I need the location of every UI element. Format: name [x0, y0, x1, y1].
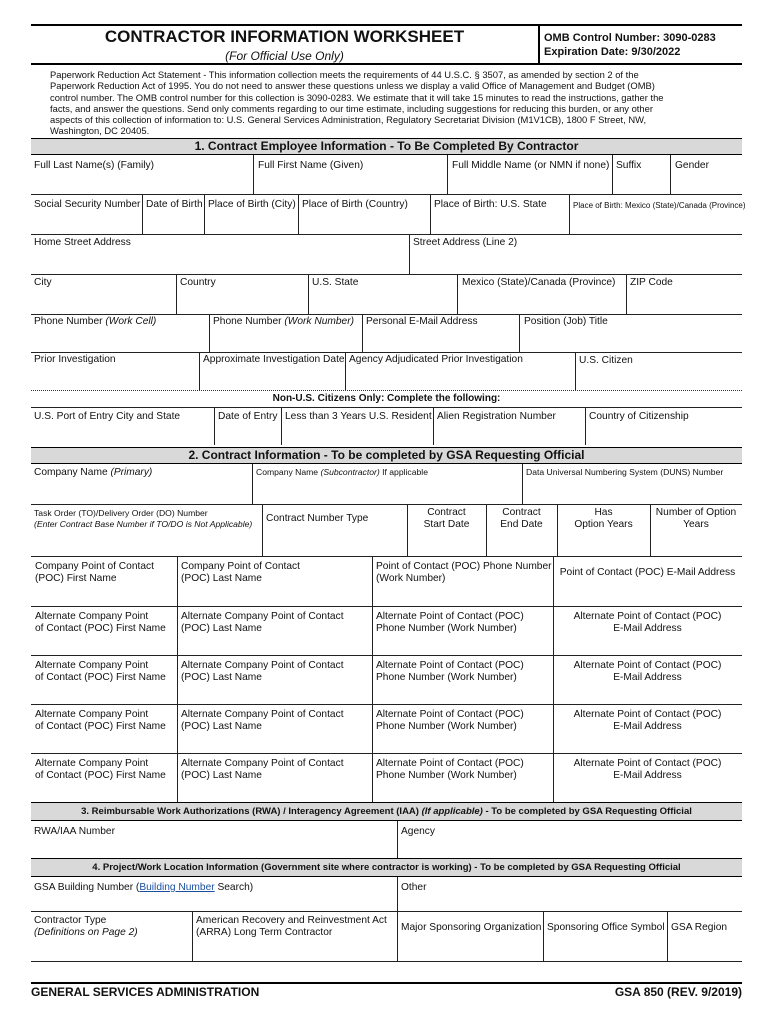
alt-poc-first-name-field[interactable]: [35, 611, 166, 636]
divider: [362, 314, 363, 352]
row-rule: [31, 407, 742, 408]
alt-poc-last-name-field[interactable]: [181, 758, 344, 783]
gender-field[interactable]: Gender: [675, 160, 709, 171]
work-cell-qualifier: (Work Cell): [105, 316, 157, 327]
top-rule: [31, 24, 742, 26]
divider: [176, 274, 177, 314]
alt-first-label-1: Alternate Company Point: [35, 611, 149, 622]
alt-phone-label-2: Phone Number (Work Number): [376, 623, 517, 635]
row-rule: [31, 556, 742, 557]
alt-last-label-1: Alternate Company Point of Contact: [181, 758, 344, 769]
less-than-3-years-field[interactable]: Less than 3 Years U.S. Resident: [285, 411, 432, 422]
divider: [397, 821, 398, 858]
alt-first-label-2: of Contact (POC) First Name: [35, 721, 166, 733]
pra-line: facts, and answer the questions. Send only comments regarding to our time estimate, including suggestions for reducing this burden, or any other: [50, 102, 653, 114]
alt-last-label-2: (POC) Last Name: [181, 721, 262, 733]
alt-poc-email-field[interactable]: [553, 660, 742, 685]
contractor-type-label: Contractor Type: [34, 915, 107, 926]
alt-poc-last-name-field[interactable]: [181, 611, 344, 636]
footer-rule: [31, 982, 742, 984]
investigation-date-field[interactable]: Approximate Investigation Date: [203, 354, 345, 365]
row-rule: [31, 504, 742, 505]
row-rule: [31, 704, 742, 705]
row-rule: [31, 274, 742, 275]
divider: [569, 194, 570, 234]
birth-mexico-canada-field[interactable]: Place of Birth: Mexico (State)/Canada (Province): [573, 201, 746, 210]
divider: [447, 155, 448, 194]
work-phone-label: Phone Number: [213, 316, 285, 327]
pra-line: aspects of this collection of information to: U.S. General Services Administration, Regulatory Secretariat Division (M1V1CB), 1800 F Street, NW,: [50, 114, 647, 126]
ssn-field[interactable]: Social Security Number: [34, 199, 141, 210]
alt-poc-email-field[interactable]: [553, 758, 742, 783]
divider: [522, 464, 523, 504]
work-number-qualifier: (Work Number): [284, 316, 354, 327]
task-order-note: (Enter Contract Base Number if TO/DO is Not Applicable): [34, 518, 253, 529]
poc-last-label-1: Company Point of Contact: [181, 561, 300, 572]
poc-last-name-field[interactable]: [181, 561, 300, 586]
position-title-field[interactable]: Position (Job) Title: [524, 316, 608, 327]
section-3-heading: [31, 802, 742, 821]
us-state-field[interactable]: U.S. State: [312, 277, 359, 288]
date-of-birth-field[interactable]: Date of Birth: [146, 199, 203, 210]
country-of-citizenship-field[interactable]: Country of Citizenship: [589, 411, 689, 422]
number-of-option-years-field[interactable]: [650, 507, 742, 532]
divider: [345, 352, 346, 390]
alt-last-label-1: Alternate Company Point of Contact: [181, 709, 344, 720]
alt-phone-label-2: Phone Number (Work Number): [376, 721, 517, 733]
alt-poc-first-name-field[interactable]: [35, 660, 166, 685]
alt-phone-label-1: Alternate Point of Contact (POC): [376, 709, 524, 720]
contract-start-date-field[interactable]: [407, 507, 486, 532]
divider: [585, 407, 586, 445]
divider: [177, 556, 178, 606]
agency-field[interactable]: Agency: [401, 826, 435, 837]
section-3-heading-text: 3. Reimbursable Work Authorizations (RWA) / Interagency Agreement (IAA): [81, 806, 422, 817]
home-address-field[interactable]: Home Street Address: [34, 237, 131, 248]
divider: [372, 655, 373, 704]
alt-poc-phone-field[interactable]: [376, 660, 524, 685]
alt-poc-last-name-field[interactable]: [181, 660, 344, 685]
divider: [204, 194, 205, 234]
agency-adjudicated-field[interactable]: Agency Adjudicated Prior Investigation: [349, 354, 523, 365]
company-name-label: Company Name: [34, 467, 111, 478]
prior-investigation-field[interactable]: Prior Investigation: [34, 354, 116, 365]
alt-last-label-1: Alternate Company Point of Contact: [181, 611, 344, 622]
other-location-field[interactable]: Other: [401, 882, 427, 893]
personal-email-field[interactable]: Personal E-Mail Address: [366, 316, 478, 327]
us-citizen-field[interactable]: U.S. Citizen: [579, 355, 633, 366]
divider: [519, 314, 520, 352]
end-label-2: End Date: [500, 519, 543, 531]
building-number-label-suffix: Search): [214, 882, 254, 893]
section-2-heading: 2. Contract Information - To be completed by GSA Requesting Official: [31, 447, 742, 464]
alt-poc-email-field[interactable]: [553, 611, 742, 636]
row-rule: [31, 961, 742, 962]
divider: [626, 274, 627, 314]
alt-phone-label-2: Phone Number (Work Number): [376, 672, 517, 684]
divider: [298, 194, 299, 234]
alt-phone-label-1: Alternate Point of Contact (POC): [376, 758, 524, 769]
pra-line: control number. The OMB control number for this collection is 3090-0283. We estimate that it will take 15 minutes to read the instructions, gather the: [50, 91, 664, 103]
alt-poc-phone-field[interactable]: [376, 611, 524, 636]
definitions-note: (Definitions on Page 2): [34, 927, 138, 939]
gsa-region-field[interactable]: GSA Region: [671, 922, 728, 933]
alt-poc-last-name-field[interactable]: [181, 709, 344, 734]
start-label-2: Start Date: [423, 519, 470, 531]
if-applicable-qualifier: (If applicable): [421, 806, 483, 817]
address-line-2-field[interactable]: Street Address (Line 2): [413, 237, 518, 248]
divider: [262, 504, 263, 556]
divider: [543, 911, 544, 961]
section-4-heading: 4. Project/Work Location Information (Government site where contractor is working) - To be completed by GSA Requesting Official: [31, 858, 742, 877]
divider: [667, 911, 668, 961]
end-label-1: Contract: [502, 507, 541, 518]
section-1-heading: 1. Contract Employee Information - To Be Completed By Contractor: [31, 138, 742, 155]
divider: [457, 274, 458, 314]
company-name-subcontractor-field[interactable]: [256, 467, 428, 478]
birth-country-field[interactable]: Place of Birth (Country): [302, 199, 408, 210]
subcontractor-name-label: Company Name: [256, 467, 321, 477]
pra-line: Paperwork Reduction Act Statement - This information collection meets the requirements of 44 U.S.C. § 3507, as amended by section 2 of the: [50, 69, 639, 80]
header-bottom-rule: [31, 63, 742, 65]
divider: [409, 234, 410, 274]
alt-phone-label-2: Phone Number (Work Number): [376, 770, 517, 782]
divider: [142, 194, 143, 234]
arra-label-2: (ARRA) Long Term Contractor: [196, 927, 333, 939]
divider: [177, 753, 178, 802]
pra-line: Paperwork Reduction Act of 1995. You do not need to answer these questions unless we display a valid Office of Management and Budget (OMB): [50, 80, 655, 92]
alt-poc-phone-field[interactable]: [376, 758, 524, 783]
divider: [214, 407, 215, 445]
company-name-primary-field[interactable]: [34, 467, 152, 479]
last-name-field[interactable]: Full Last Name(s) (Family): [34, 160, 154, 171]
contract-end-date-field[interactable]: [486, 507, 557, 532]
first-name-field[interactable]: Full First Name (Given): [258, 160, 364, 171]
poc-last-label-2: (POC) Last Name: [181, 573, 262, 585]
primary-qualifier: (Primary): [110, 467, 153, 478]
divider: [430, 194, 431, 234]
if-applicable-note: If applicable: [379, 467, 428, 477]
form-number: GSA 850 (REV. 9/2019): [614, 985, 742, 999]
dotted-rule: [31, 390, 742, 391]
row-rule: [31, 753, 742, 754]
non-us-citizens-heading: Non-U.S. Citizens Only: Complete the following:: [272, 393, 501, 404]
divider: [177, 606, 178, 655]
birth-city-field[interactable]: Place of Birth (City): [208, 199, 296, 210]
alt-email-label-1: Alternate Point of Contact (POC): [573, 611, 722, 622]
alt-last-label-2: (POC) Last Name: [181, 770, 262, 782]
row-rule: [31, 606, 742, 607]
alt-email-label-2: E-Mail Address: [613, 623, 682, 635]
poc-first-label-1: Company Point of Contact: [35, 561, 154, 572]
section-3-heading-suffix: - To be completed by GSA Requesting Official: [482, 806, 692, 817]
city-field[interactable]: City: [34, 277, 52, 288]
row-rule: [31, 314, 742, 315]
alien-registration-field[interactable]: Alien Registration Number: [437, 411, 556, 422]
alt-phone-label-1: Alternate Point of Contact (POC): [376, 660, 524, 671]
divider: [308, 274, 309, 314]
suffix-field[interactable]: Suffix: [616, 160, 642, 171]
divider: [372, 753, 373, 802]
alt-first-label-1: Alternate Company Point: [35, 758, 149, 769]
divider: [372, 556, 373, 606]
expiration-date: Expiration Date: 9/30/2022: [544, 46, 681, 58]
contract-number-type-field[interactable]: Contract Number Type: [266, 513, 369, 524]
alt-email-label-1: Alternate Point of Contact (POC): [573, 709, 722, 720]
divider: [670, 155, 671, 194]
divider: [397, 877, 398, 911]
form-title: CONTRACTOR INFORMATION WORKSHEET: [104, 27, 465, 46]
divider: [177, 655, 178, 704]
task-order-field[interactable]: [34, 508, 252, 529]
form-subtitle: (For Official Use Only): [225, 49, 344, 63]
work-cell-phone-label: Phone Number: [34, 316, 106, 327]
divider: [281, 407, 282, 445]
divider: [209, 314, 210, 352]
middle-name-field[interactable]: Full Middle Name (or NMN if none): [452, 160, 610, 171]
divider: [192, 911, 193, 961]
building-number-label: GSA Building Number (: [34, 882, 140, 893]
divider: [177, 704, 178, 753]
alt-email-label-1: Alternate Point of Contact (POC): [573, 758, 722, 769]
zip-code-field[interactable]: ZIP Code: [630, 277, 673, 288]
divider: [372, 704, 373, 753]
sponsoring-office-symbol-field[interactable]: Sponsoring Office Symbol: [547, 922, 665, 933]
poc-first-label-2: (POC) First Name: [35, 573, 117, 585]
divider: [372, 606, 373, 655]
rwa-iaa-number-field[interactable]: RWA/IAA Number: [34, 826, 115, 837]
alt-poc-email-field[interactable]: [553, 709, 742, 734]
poc-first-name-field[interactable]: [35, 561, 154, 586]
row-rule: [31, 234, 742, 235]
divider: [252, 464, 253, 504]
alt-poc-phone-field[interactable]: [376, 709, 524, 734]
work-cell-phone-field[interactable]: [34, 316, 156, 328]
alt-poc-first-name-field[interactable]: [35, 709, 166, 734]
date-of-entry-field[interactable]: Date of Entry: [218, 411, 278, 422]
country-field[interactable]: Country: [180, 277, 216, 288]
poc-email-field[interactable]: Point of Contact (POC) E-Mail Address: [559, 567, 736, 578]
poc-phone-field[interactable]: [376, 561, 552, 586]
work-phone-field[interactable]: [213, 316, 354, 328]
num-label-1: Number of Option: [655, 507, 737, 518]
alt-first-label-1: Alternate Company Point: [35, 660, 149, 671]
start-label-1: Contract: [427, 507, 466, 518]
alt-poc-first-name-field[interactable]: [35, 758, 166, 783]
alt-email-label-2: E-Mail Address: [613, 770, 682, 782]
row-rule: [31, 911, 742, 912]
poc-phone-label-2: (Work Number): [376, 573, 446, 585]
contractor-type-field[interactable]: [34, 915, 138, 940]
has-label-1: Has: [594, 507, 613, 518]
divider: [553, 556, 554, 606]
pra-line: Washington, DC 20405.: [50, 125, 150, 137]
divider: [253, 155, 254, 194]
task-order-label: Task Order (TO)/Delivery Order (DO) Number: [34, 508, 208, 518]
row-rule: [31, 655, 742, 656]
alt-email-label-2: E-Mail Address: [613, 721, 682, 733]
divider: [199, 352, 200, 390]
birth-state-field[interactable]: Place of Birth: U.S. State: [434, 199, 547, 210]
alt-last-label-2: (POC) Last Name: [181, 672, 262, 684]
major-sponsoring-organization-field[interactable]: Major Sponsoring Organization: [401, 922, 542, 933]
building-number-search-link[interactable]: Building Number: [139, 882, 215, 893]
divider: [397, 911, 398, 961]
alt-last-label-1: Alternate Company Point of Contact: [181, 660, 344, 671]
alt-first-label-1: Alternate Company Point: [35, 709, 149, 720]
divider: [575, 352, 576, 390]
alt-email-label-1: Alternate Point of Contact (POC): [573, 660, 722, 671]
omb-control-number: OMB Control Number: 3090-0283: [544, 32, 716, 44]
alt-email-label-2: E-Mail Address: [613, 672, 682, 684]
alt-first-label-2: of Contact (POC) First Name: [35, 770, 166, 782]
paperwork-reduction-statement: [50, 69, 664, 137]
poc-phone-label-1: Point of Contact (POC) Phone Number: [376, 561, 552, 572]
has-label-2: Option Years: [574, 519, 633, 531]
divider: [612, 155, 613, 194]
alt-first-label-2: of Contact (POC) First Name: [35, 623, 166, 635]
gsa-building-number-field[interactable]: [34, 882, 253, 894]
alt-last-label-2: (POC) Last Name: [181, 623, 262, 635]
subcontractor-qualifier: (Subcontractor): [320, 467, 380, 477]
header-divider: [538, 25, 540, 63]
duns-number-field[interactable]: Data Universal Numbering System (DUNS) Number: [526, 467, 724, 477]
has-option-years-field[interactable]: [557, 507, 650, 532]
row-rule: [31, 194, 742, 195]
arra-label-1: American Recovery and Reinvestment Act: [196, 915, 387, 926]
arra-long-term-contractor-field[interactable]: [196, 915, 387, 940]
port-of-entry-field[interactable]: U.S. Port of Entry City and State: [34, 411, 181, 422]
divider: [433, 407, 434, 445]
row-rule: [31, 352, 742, 353]
alt-first-label-2: of Contact (POC) First Name: [35, 672, 166, 684]
alt-phone-label-1: Alternate Point of Contact (POC): [376, 611, 524, 622]
agency-name: GENERAL SERVICES ADMINISTRATION: [31, 985, 260, 999]
mexico-canada-field[interactable]: Mexico (State)/Canada (Province): [462, 277, 616, 288]
num-label-2: Years: [683, 519, 709, 531]
